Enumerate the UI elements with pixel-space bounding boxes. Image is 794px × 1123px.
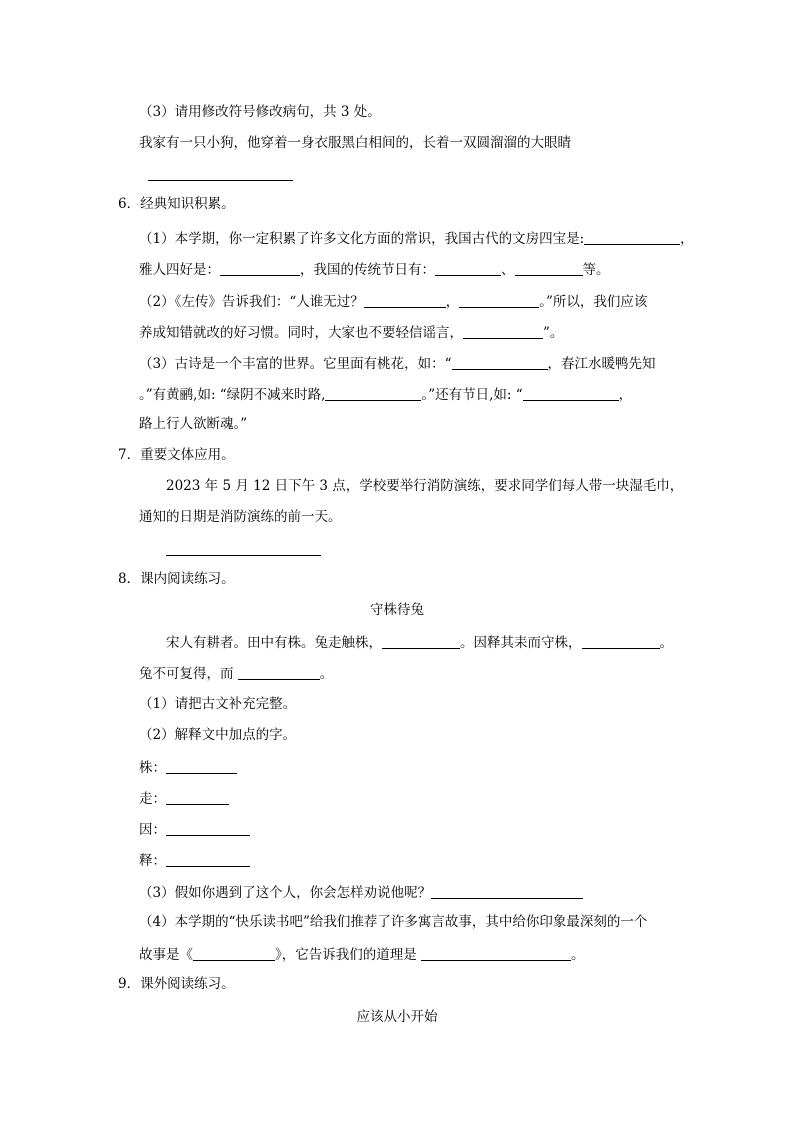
q6-1-text-a: （1）本学期，你一定积累了许多文化方面的常识，我国古代的文房四宝是: [139, 231, 585, 247]
q6-3-line1 [139, 356, 656, 372]
q6-2-text-e: ”。 [543, 325, 564, 341]
q8-text-a: 宋人有耕者。田中有株。兔走触株， [166, 635, 382, 651]
answer-blank[interactable] [452, 356, 548, 370]
q8-sub1: （1）请把古文补充完整。 [139, 696, 297, 712]
q6-3-text-b: ，春江水暖鸭先知 [547, 356, 656, 372]
answer-blank[interactable] [431, 885, 583, 899]
q8-sub4-text-c: 》，它告诉我们的道理是 [275, 947, 422, 963]
q9-passage-title: 应该从小开始 [356, 1009, 438, 1025]
answer-blank[interactable] [220, 262, 300, 276]
answer-blank[interactable] [166, 760, 237, 774]
answer-blank[interactable] [193, 947, 275, 961]
q5-3-prompt: （3）请用修改符号修改病句，共 3 处。 [139, 104, 381, 120]
q6-2-line1 [139, 294, 647, 310]
q6-3-line3: 路上行人欲断魂。” [139, 416, 248, 432]
q7-line1: 2023 年 5 月 12 日下午 3 点，学校要举行消防演练，要求同学们每人带一块湿毛巾， [166, 478, 684, 494]
q8-sub4-line1: （4）本学期的“快乐读书吧”给我们推荐了许多寓言故事，其中给你印象最深刻的一个 [139, 914, 648, 930]
q8-word-4-label: 释： [139, 853, 166, 869]
q6-3-text-e: ， [618, 387, 633, 403]
q6-3-text-d: 。”还有节日,如: “ [421, 387, 523, 403]
answer-blank[interactable] [463, 325, 543, 339]
q8-text-b: 。因释其耒而守株， [460, 635, 582, 651]
q8-sub3-text: （3）假如你遇到了这个人，你会怎样劝说他呢？ [139, 885, 432, 901]
q9-heading: 9．课外阅读练习。 [118, 976, 235, 992]
q6-heading: 6．经典知识积累。 [118, 196, 235, 212]
q8-word-1-label: 株： [139, 760, 166, 776]
q6-1-text-b: ， [680, 231, 694, 247]
answer-blank[interactable] [325, 387, 421, 401]
q6-1-line2 [139, 262, 610, 278]
q8-sub4-text-d: 。 [571, 947, 585, 963]
q7-line2: 通知的日期是消防演练的前一天。 [139, 509, 342, 525]
q8-word-4 [139, 853, 250, 869]
q5-3-sentence: 我家有一只小狗，他穿着一身衣服黑白相间的，长着一双圆溜溜的大眼睛 [139, 135, 571, 151]
q6-2-text-c: 。”所以，我们应该 [539, 294, 648, 310]
q7-heading: 7．重要文体应用。 [118, 447, 235, 463]
answer-blank[interactable] [523, 387, 619, 401]
q8-heading: 8．课内阅读练习。 [118, 571, 235, 587]
answer-blank[interactable] [364, 294, 446, 308]
answer-blank[interactable] [459, 294, 539, 308]
answer-blank[interactable] [582, 635, 660, 649]
q6-3-text-a: （3）古诗是一个丰富的世界。它里面有桃花，如：“ [139, 356, 452, 372]
q8-sub3 [139, 885, 583, 901]
answer-blank[interactable] [421, 947, 571, 961]
q8-word-2-label: 走： [139, 791, 166, 807]
q8-text-c: 。 [659, 635, 673, 651]
answer-blank[interactable] [435, 262, 501, 276]
answer-blank[interactable] [166, 853, 250, 867]
q6-1-text-f: 等。 [582, 262, 610, 278]
q8-word-2 [139, 791, 229, 807]
answer-blank[interactable] [515, 262, 583, 276]
q6-2-text-d: 养成知错就改的好习惯。同时，大家也不要轻信谣言， [139, 325, 463, 341]
answer-blank[interactable] [238, 666, 320, 680]
q8-text-e: 。 [319, 666, 334, 682]
q6-3-text-c: 。”有黄鹂,如: “绿阴不减来时路, [139, 387, 326, 403]
answer-blank[interactable] [166, 822, 250, 836]
answer-blank[interactable] [382, 635, 460, 649]
answer-blank[interactable] [584, 231, 680, 245]
q6-2-text-b: ， [445, 294, 460, 310]
q5-3-answer-line[interactable] [148, 180, 293, 181]
q8-text-d: 兔不可复得，而 [139, 666, 238, 682]
q6-3-line2 [139, 387, 632, 403]
q6-2-text-a: （2）《左传》告诉我们：“人谁无过？ [139, 294, 364, 310]
answer-blank[interactable] [166, 791, 229, 805]
q8-passage-line2 [139, 666, 333, 682]
q8-passage-title: 守株待兔 [370, 602, 424, 618]
q8-sub2: （2）解释文中加点的字。 [139, 727, 297, 743]
q8-passage-line1 [166, 635, 673, 651]
q8-word-3-label: 因： [139, 822, 166, 838]
q6-1-line1 [139, 231, 694, 247]
q8-sub4-text-b: 故事是《 [139, 947, 193, 963]
q8-word-1 [139, 760, 237, 776]
q8-sub4-line2 [139, 947, 585, 963]
q6-1-text-d: ，我国的传统节日有： [300, 262, 435, 278]
q8-word-3 [139, 822, 250, 838]
q6-2-line2 [139, 325, 563, 341]
q6-1-text-c: 雅人四好是： [139, 262, 220, 278]
q7-answer-line[interactable] [166, 555, 321, 556]
q6-1-text-e: 、 [501, 262, 515, 278]
